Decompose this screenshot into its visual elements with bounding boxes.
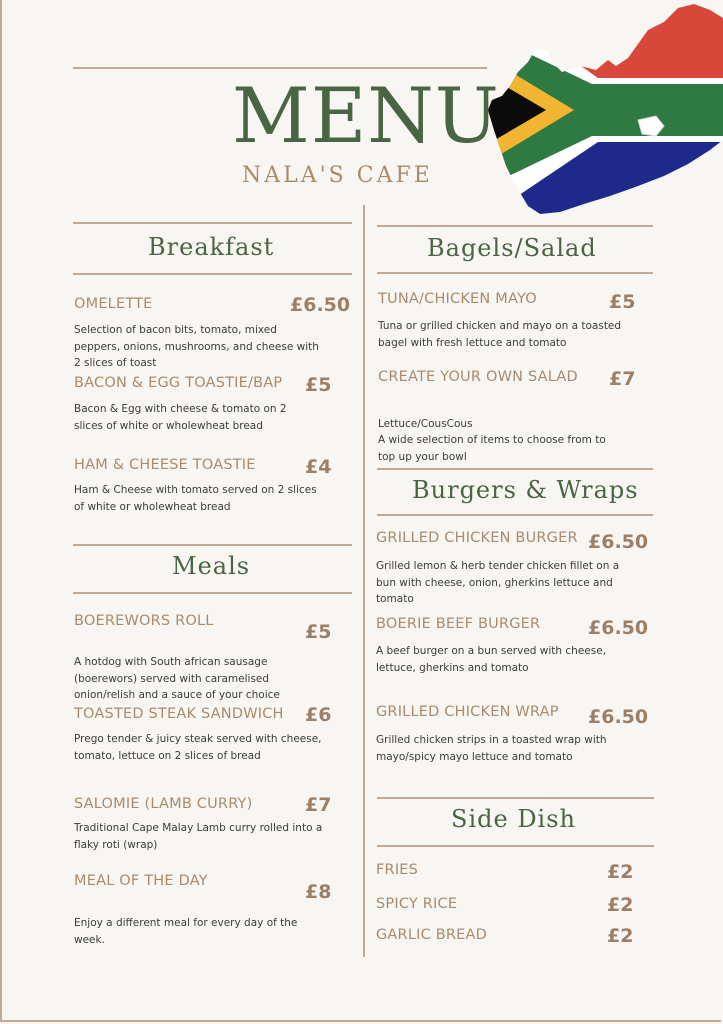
item-price: £2 xyxy=(607,925,634,947)
item-description: Selection of bacon bits, tomato, mixed peppers, onions, mushrooms, and cheese with 2 slices of toast xyxy=(74,324,319,369)
burgers-bottom-rule xyxy=(377,514,653,516)
meals-bottom-rule xyxy=(73,592,352,594)
item-price: £6.50 xyxy=(290,294,351,316)
section-title-burgers: Burgers & Wraps xyxy=(412,476,639,504)
cafe-name: NALA'S CAFE xyxy=(242,163,433,188)
bagels-top-rule xyxy=(377,225,653,227)
section-title-sides: Side Dish xyxy=(451,805,577,833)
item-name: CREATE YOUR OWN SALAD xyxy=(378,369,578,385)
item-price: £5 xyxy=(305,374,332,396)
item-description: Ham & Cheese with tomato served on 2 slices of white or wholewheat bread xyxy=(74,484,317,513)
item-price: £5 xyxy=(305,621,332,643)
menu-title: MENU xyxy=(232,71,500,160)
bagels-bottom-rule xyxy=(377,272,653,274)
item-name: GARLIC BREAD xyxy=(376,927,487,943)
item-description: Enjoy a different meal for every day of the week. xyxy=(74,917,298,946)
item-description: Tuna or grilled chicken and mayo on a toasted bagel with fresh lettuce and tomato xyxy=(378,320,622,349)
item-name: BOERIE BEEF BURGER xyxy=(376,616,541,632)
item-name: MEAL OF THE DAY xyxy=(74,873,208,889)
item-description: A hotdog with South african sausage (boerewors) served with caramelised onion/relish and a sauce of your choice xyxy=(74,656,280,701)
item-name: BOEREWORS ROLL xyxy=(74,613,214,629)
item-name: SALOMIE (LAMB CURRY) xyxy=(74,796,253,812)
item-price: £5 xyxy=(609,291,636,313)
item-description-line1: Lettuce/CousCous xyxy=(378,418,473,430)
item-name: OMELETTE xyxy=(74,296,153,312)
item-description: Grilled lemon & herb tender chicken fillet on a bun with cheese, onion, gherkins lettuce and tomato xyxy=(376,560,620,605)
burgers-top-rule xyxy=(377,468,653,470)
item-description: A beef burger on a bun served with cheese, lettuce, gherkins and tomato xyxy=(376,645,607,674)
item-name: BACON & EGG TOASTIE/BAP xyxy=(74,375,283,391)
south-africa-flag-map xyxy=(488,0,723,216)
item-price: £7 xyxy=(305,794,332,816)
item-name: GRILLED CHICKEN BURGER xyxy=(376,530,578,546)
section-title-meals: Meals xyxy=(172,552,251,580)
item-price: £6.50 xyxy=(588,531,649,553)
sides-bottom-rule xyxy=(377,845,654,847)
item-name: HAM & CHEESE TOASTIE xyxy=(74,457,256,473)
item-name: FRIES xyxy=(376,862,419,878)
item-description: Bacon & Egg with cheese & tomato on 2 slices of white or wholewheat bread xyxy=(74,403,287,432)
item-name: SPICY RICE xyxy=(376,896,458,912)
item-description: A wide selection of items to choose from to top up your bowl xyxy=(378,434,606,463)
item-price: £2 xyxy=(607,894,634,916)
item-price: £6.50 xyxy=(588,706,649,728)
item-name: TUNA/CHICKEN MAYO xyxy=(378,291,537,307)
item-price: £4 xyxy=(305,456,332,478)
item-price: £7 xyxy=(609,368,636,390)
item-description: Traditional Cape Malay Lamb curry rolled into a flaky roti (wrap) xyxy=(74,822,323,851)
item-price: £2 xyxy=(607,861,634,883)
section-title-breakfast: Breakfast xyxy=(148,233,275,261)
header-top-rule xyxy=(73,67,487,69)
item-price: £6.50 xyxy=(588,617,649,639)
item-name: TOASTED STEAK SANDWICH xyxy=(74,706,284,722)
item-price: £8 xyxy=(305,881,332,903)
breakfast-top-rule xyxy=(73,222,352,224)
item-price: £6 xyxy=(305,704,332,726)
breakfast-bottom-rule xyxy=(73,273,352,275)
section-title-bagels: Bagels/Salad xyxy=(427,234,597,262)
meals-top-rule xyxy=(73,544,352,546)
item-description: Prego tender & juicy steak served with cheese, tomato, lettuce on 2 slices of bread xyxy=(74,733,322,762)
item-name: GRILLED CHICKEN WRAP xyxy=(376,704,559,720)
column-divider xyxy=(363,205,365,957)
sides-top-rule xyxy=(377,797,654,799)
item-description: Grilled chicken strips in a toasted wrap with mayo/spicy mayo lettuce and tomato xyxy=(376,734,607,763)
